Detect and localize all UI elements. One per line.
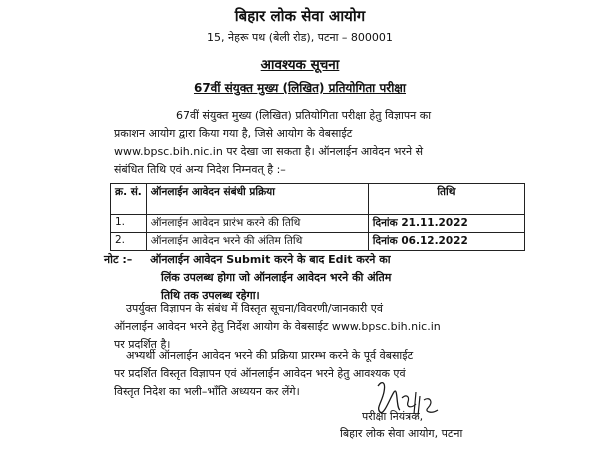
- row-serial: 1.: [111, 215, 147, 233]
- signatory-title: परीक्षा नियंत्रक,: [362, 410, 424, 423]
- note-line: लिंक उपलब्ध होगा जो ऑनलाईन आवेदन भरने की अंतिम: [161, 271, 392, 284]
- detail-line: पर प्रदर्शित है।: [114, 338, 171, 351]
- note-line: तिथि तक उपलब्ध रहेगा।: [161, 289, 260, 302]
- organization-address: 15, नेहरू पथ (बेली रोड), पटना – 800001: [207, 31, 393, 44]
- intro-line: प्रकाशन आयोग द्वारा किया गया है, जिसे आयोग के वेबसाईट: [114, 127, 353, 140]
- organization-name: बिहार लोक सेवा आयोग: [234, 7, 366, 25]
- signatory-block: [340, 408, 462, 442]
- header-serial: क्र. सं.: [111, 184, 147, 215]
- row-process: ऑनलाईन आवेदन प्रारंभ करने की तिथि: [146, 215, 368, 233]
- advice-line: अभ्यर्थी ऑनलाईन आवेदन भरने की प्रक्रिया प्रारम्भ करने के पूर्व वेबसाईट: [126, 349, 414, 362]
- detail-paragraph: [114, 300, 524, 354]
- advice-paragraph: [114, 347, 524, 401]
- detail-line: ऑनलाईन आवेदन भरने हेतु निर्देश आयोग के वेबसाईट www.bpsc.bih.nic.in: [114, 320, 441, 333]
- detail-line: उपर्युक्त विज्ञापन के संबंध में विस्तृत सूचना/विवरणी/जानकारी एवं: [126, 302, 383, 315]
- intro-line: www.bpsc.bih.nic.in पर देखा जा सकता है। ऑनलाईन आवेदन भरने से: [114, 145, 423, 158]
- schedule-header-row: [111, 184, 525, 215]
- header-date: तिथि: [368, 184, 524, 215]
- table-row: [111, 215, 525, 233]
- schedule-table: [110, 183, 525, 251]
- notice-title: आवश्यक सूचना: [260, 57, 340, 73]
- header-process: ऑनलाईन आवेदन संबंधी प्रक्रिया: [146, 184, 368, 215]
- note-line: ऑनलाईन आवेदन Submit करने के बाद Edit करने का: [150, 253, 391, 266]
- note-label: नोट :–: [104, 253, 133, 266]
- notice-subject: 67वीं संयुक्त मुख्य (लिखित) प्रतियोगिता परीक्षा: [193, 81, 407, 95]
- signatory-office: बिहार लोक सेवा आयोग, पटना: [340, 427, 463, 440]
- row-date: दिनांक 06.12.2022: [368, 233, 524, 251]
- advice-line: पर प्रदर्शित विस्तृत विज्ञापन एवं ऑनलाईन आवेदन भरने हेतु आवश्यक एवं: [114, 367, 406, 380]
- intro-line: 67वीं संयुक्त मुख्य (लिखित) प्रतियोगिता परीक्षा हेतु विज्ञापन का: [176, 109, 432, 122]
- row-serial: 2.: [111, 233, 147, 251]
- note-block: [104, 251, 524, 305]
- advice-line: विस्तृत निदेश का भली–भाँति अध्ययन कर लेंगे।: [114, 385, 300, 398]
- intro-line: संबंधित तिथि एवं अन्य निदेश निम्नवत् है :–: [114, 163, 286, 176]
- row-process: ऑनलाईन आवेदन भरने की अंतिम तिथि: [146, 233, 368, 251]
- intro-paragraph: [114, 107, 524, 179]
- row-date: दिनांक 21.11.2022: [368, 215, 524, 233]
- signature-stroke: [402, 396, 416, 407]
- table-row: [111, 233, 525, 251]
